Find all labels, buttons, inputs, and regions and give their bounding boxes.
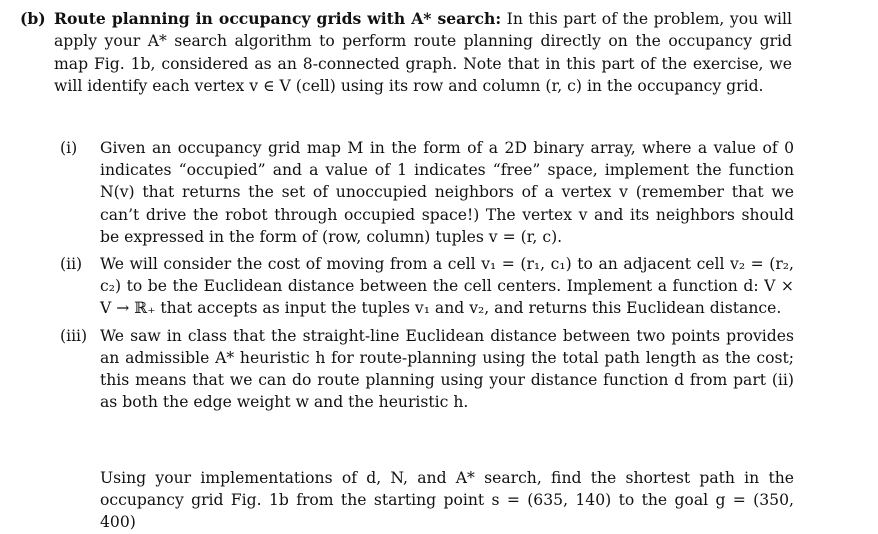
subproblem-text: We will consider the cost of moving from a cell v₁ = (r₁, c₁) to an adjacent cell v₂ = (r₂, c₂) to be the Euclidean distance between the cell centers. Implement a function d: V × V → ℝ₊ that accepts as input the tuples v₁ and v₂, and returns this Euclidean distance.	[100, 255, 794, 318]
subproblem-text: Given an occupancy grid map M in the form of a 2D binary array, where a value of 0 indicates “occupied” and a value of 1 indicates “free” space, implement the function N(v) that returns the set of unoccupied neighbors of a vertex v (remember that we can’t drive the robot through occupied space!) The vertex v and its neighbors should be expressed in the form of (row, column) tuples v = (r, c).	[100, 139, 794, 246]
subproblem-label: (ii)	[60, 255, 83, 274]
subproblem-label: (iii)	[60, 326, 88, 345]
subproblem-ii	[60, 253, 794, 320]
subproblem-iii	[60, 325, 794, 414]
closing-paragraph: Using your implementations of d, N, and A* search, find the shortest path in the occupancy grid Fig. 1b from the starting point s = (635, 140) to the goal g = (350, 400)	[100, 469, 794, 532]
problem-section-b	[20, 8, 792, 97]
section-body-text: In this part of the problem, you will apply your A* search algorithm to perform route planning directly on the occupancy grid map Fig. 1b, considered as an 8-connected graph. Note that in this part of the exercise, we will identify each vertex v ∈ V (cell) using its row and column (r, c) in the occupancy grid.	[54, 10, 793, 95]
subproblem-list	[60, 137, 794, 418]
section-intro	[54, 8, 792, 97]
subproblem-text: We saw in class that the straight-line Euclidean distance between two points provides an admissible A* heuristic h for route-planning using the total path length as the cost; this means that we can do route planning using your distance function d from part (ii) as both the edge weight w and the heuristic h.	[100, 326, 794, 412]
subproblem-i	[60, 137, 794, 248]
section-label: (b)	[20, 9, 46, 28]
section-lead: Route planning in occupancy grids with A* search:	[54, 9, 502, 28]
subproblem-label: (i)	[60, 139, 78, 157]
